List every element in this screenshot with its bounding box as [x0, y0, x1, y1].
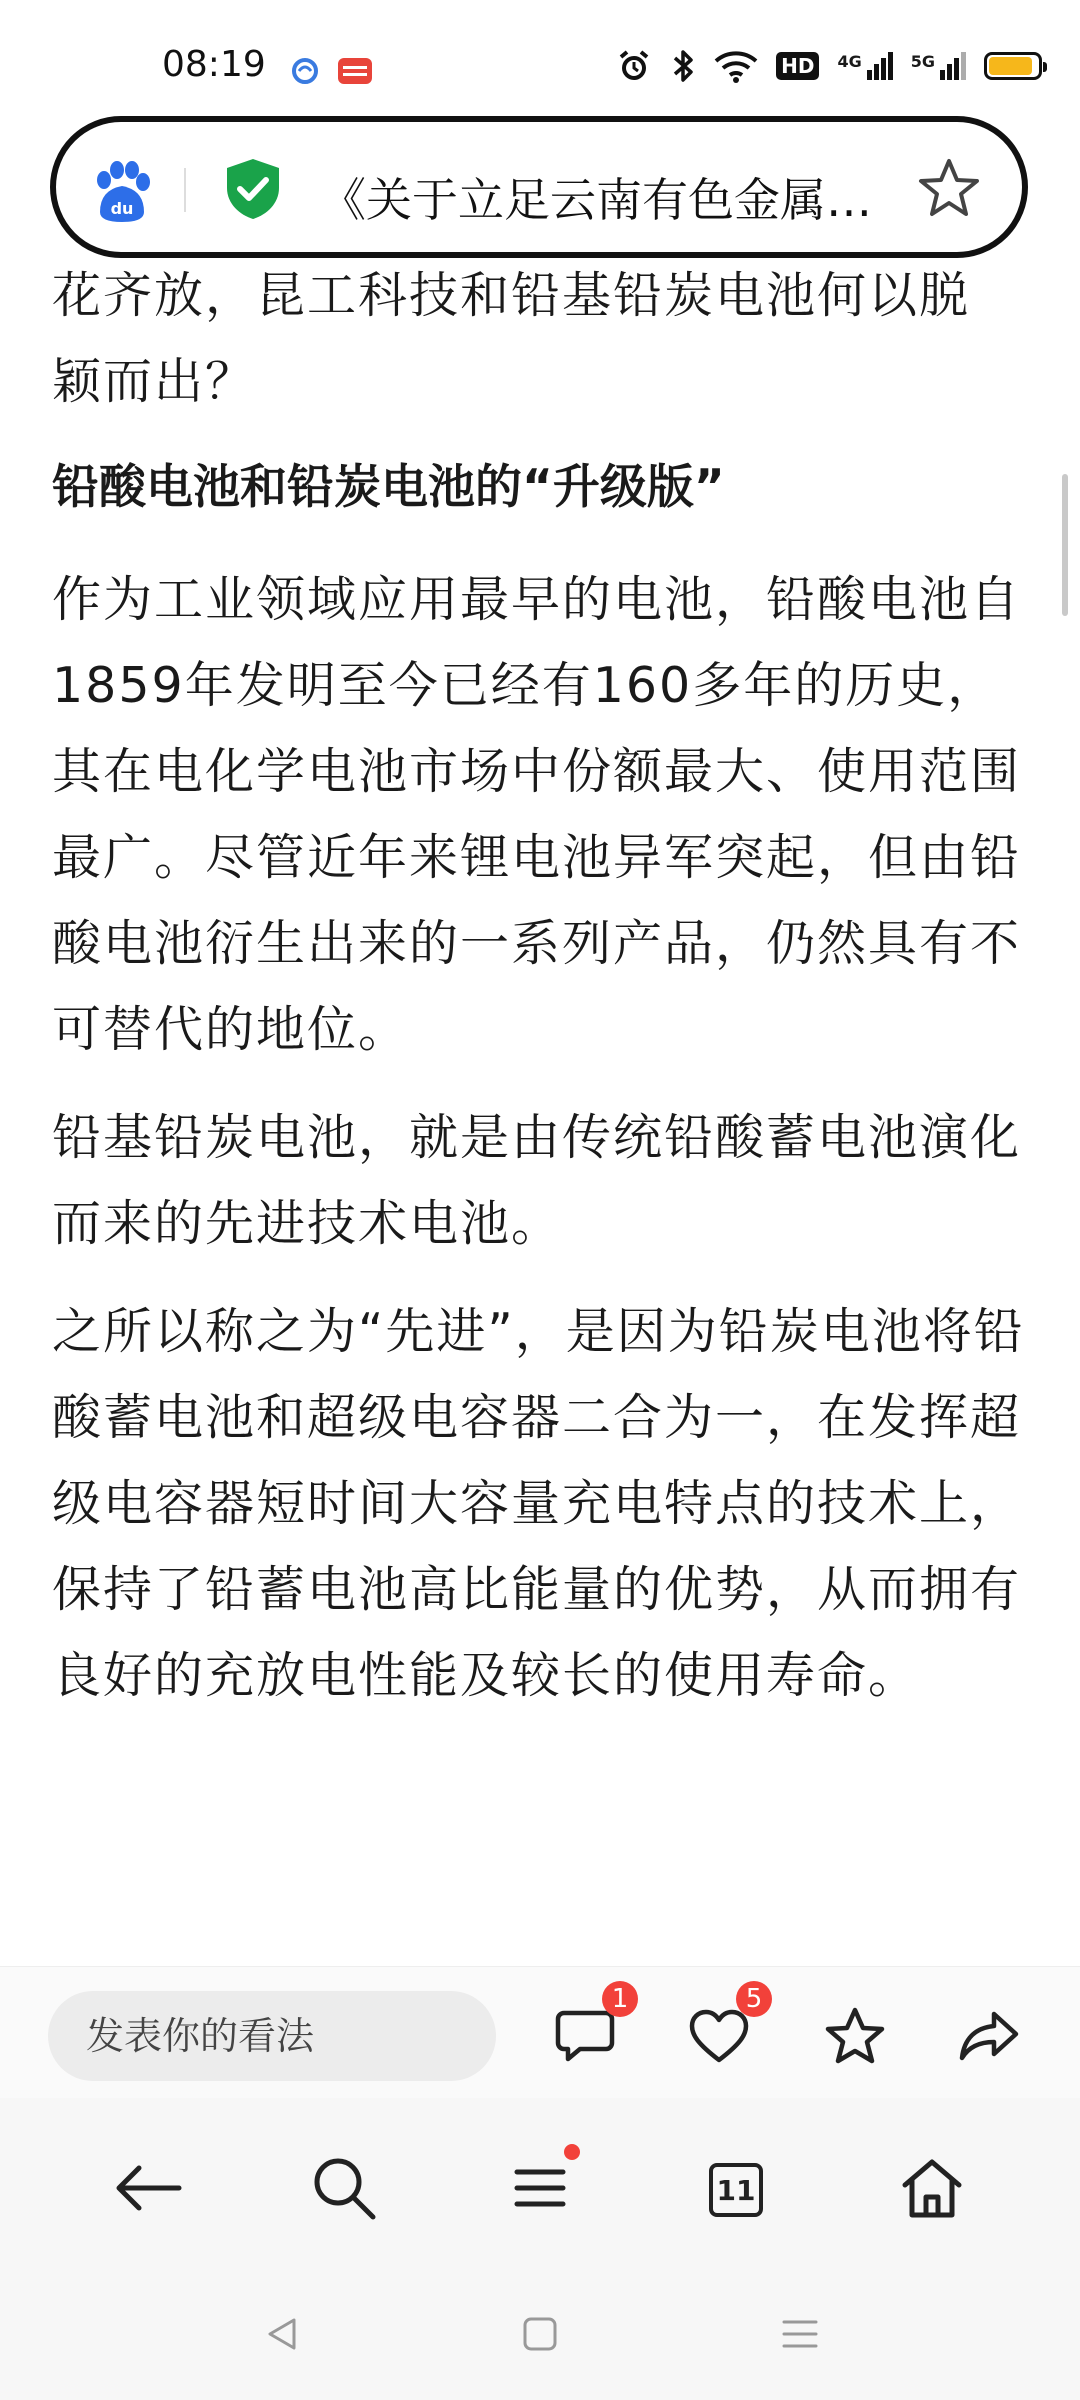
- article-paragraph: 铅基铅炭电池，就是由传统铅酸蓄电池演化而来的先进技术电池。: [52, 1109, 1022, 1252]
- back-button[interactable]: [108, 2150, 188, 2230]
- like-count-badge: 5: [736, 1981, 772, 2017]
- status-icons: [616, 48, 1042, 84]
- article-paragraph: 之所以称之为“先进”，是因为铅炭电池将铅酸蓄电池和超级电容器二合为一，在发挥超级电容器短时间大容量充电特点的技术上，保持了铅蓄电池高比能量的优势，从而拥有良好的充放电性能及较长的使用寿命。: [52, 1303, 1025, 1704]
- favorite-star-icon: [824, 2006, 886, 2070]
- toutiao-icon: [338, 58, 372, 84]
- comment-button[interactable]: [550, 1984, 629, 2073]
- back-arrow-icon: [113, 2163, 183, 2217]
- system-home-icon: [520, 2314, 560, 2358]
- system-recents-icon: [780, 2314, 820, 2358]
- status-time: 08:19: [162, 44, 266, 85]
- article-content: [52, 255, 1032, 1955]
- continued-paragraph: [52, 255, 1032, 425]
- tabs-button[interactable]: [696, 2150, 776, 2230]
- article-line: 花齐放，昆工科技和铅基铅炭电池何以脱: [52, 267, 971, 324]
- address-bar[interactable]: [50, 116, 1028, 258]
- signal-5g-icon: 5G: [911, 52, 966, 80]
- section-heading: 铅酸电池和铅炭电池的“升级版”: [52, 460, 725, 515]
- comment-icon: [554, 2007, 616, 2069]
- comment-bar: [0, 1966, 1080, 2099]
- page-title[interactable]: 《关于立足云南有色金属…: [320, 173, 872, 227]
- battery-icon: [984, 52, 1042, 80]
- system-home-button[interactable]: [510, 2306, 570, 2366]
- home-icon: [899, 2157, 965, 2223]
- status-bar: [0, 0, 1080, 110]
- system-navigation-bar: [0, 2268, 1080, 2400]
- article-line: 颖而出？: [52, 353, 257, 410]
- wifi-icon: [714, 49, 758, 83]
- comment-count-badge: 1: [602, 1981, 638, 2017]
- bookmark-star-icon[interactable]: [916, 156, 982, 226]
- notification-dot: [564, 2144, 580, 2160]
- app-icon-blue: [288, 58, 322, 84]
- tabs-icon: 11: [709, 2163, 763, 2217]
- system-back-button[interactable]: [252, 2306, 312, 2366]
- svg-text:du: du: [110, 199, 134, 218]
- article-paragraph: 作为工业领域应用最早的电池，铅酸电池自1859年发明至今已经有160多年的历史，其在电化学电池市场中份额最大、使用范围最广。尽管近年来锂电池异军突起，但由铅酸电池衍生出来的一系列产品，仍然具有不可替代的地位。: [52, 571, 1022, 1058]
- menu-button[interactable]: [500, 2150, 580, 2230]
- bluetooth-icon: [670, 48, 696, 84]
- baidu-logo-icon[interactable]: [90, 160, 154, 228]
- search-button[interactable]: [304, 2150, 384, 2230]
- system-back-icon: [262, 2314, 302, 2358]
- system-recents-button[interactable]: [770, 2306, 830, 2366]
- signal-4g-icon: 4G: [837, 52, 892, 80]
- security-shield-icon[interactable]: [222, 156, 284, 226]
- share-button[interactable]: [954, 2003, 1024, 2073]
- like-button[interactable]: [684, 1984, 763, 2073]
- search-icon: [311, 2155, 377, 2225]
- favorite-button[interactable]: [820, 2003, 890, 2073]
- share-icon: [958, 2008, 1020, 2068]
- comment-input[interactable]: 发表你的看法: [48, 1991, 496, 2081]
- scrollbar[interactable]: [1062, 474, 1068, 616]
- hd-icon: HD: [776, 52, 819, 80]
- browser-toolbar: [0, 2098, 1080, 2268]
- address-divider: [184, 168, 186, 212]
- home-button[interactable]: [892, 2150, 972, 2230]
- menu-icon: [513, 2166, 567, 2214]
- alarm-icon: [616, 48, 652, 84]
- like-heart-icon: [688, 2008, 750, 2068]
